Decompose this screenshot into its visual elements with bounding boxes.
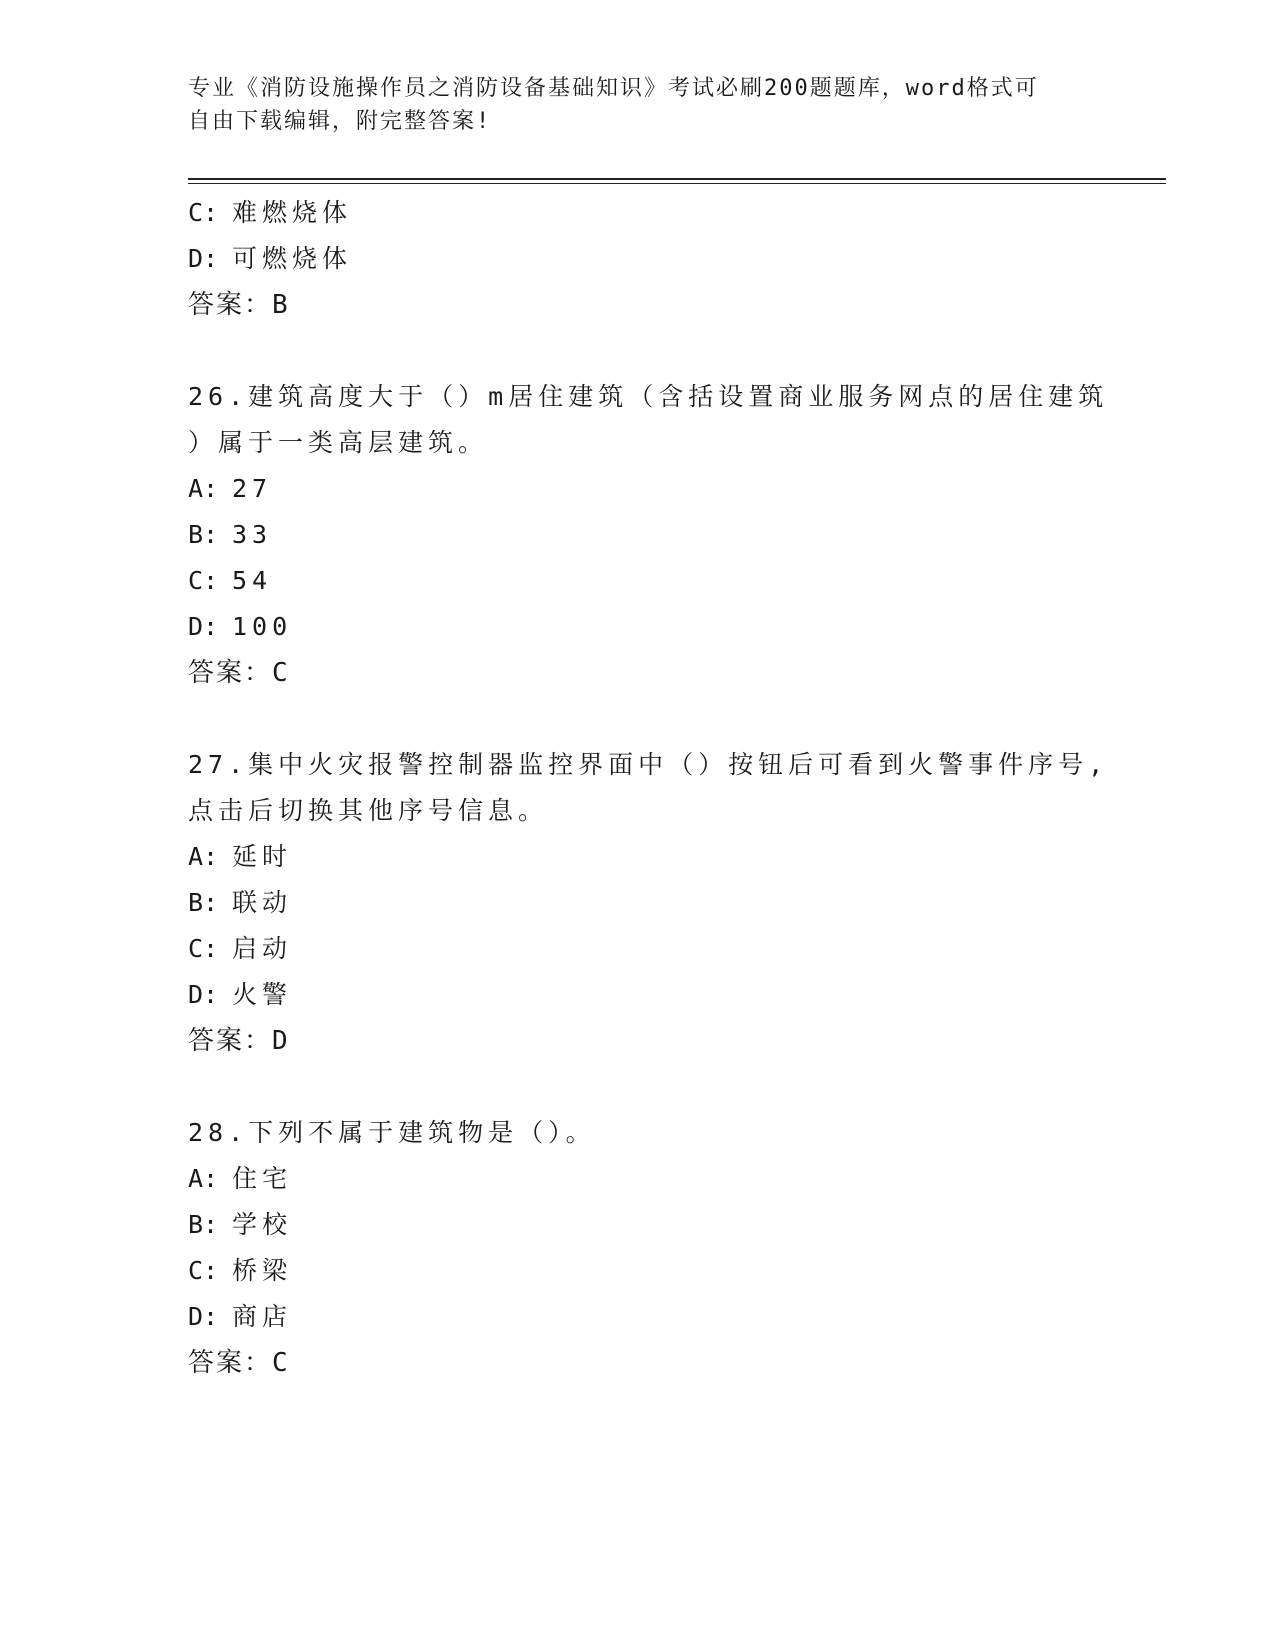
option-label: B:	[188, 1210, 219, 1239]
question-stem-line: 点击后切换其他序号信息。	[188, 796, 549, 825]
option-text: 联动	[232, 888, 293, 917]
question-stem-line: 26.建筑高度大于（）m居住建筑（含括设置商业服务网点的居住建筑	[188, 382, 1109, 411]
question-block-27	[188, 742, 1109, 1064]
option-label: C:	[188, 566, 219, 595]
header-title-line-1: 专业《消防设施操作员之消防设备基础知识》考试必刷200题题库，word格式可	[188, 76, 1039, 101]
option-text: 54	[232, 566, 273, 595]
answer-line: 答案：C	[188, 658, 290, 688]
option-c	[188, 1248, 1088, 1294]
option-text: 商店	[232, 1302, 293, 1331]
question-stem-line: ）属于一类高层建筑。	[188, 428, 489, 457]
question-list	[188, 190, 1109, 1386]
option-label: A:	[188, 1164, 219, 1193]
answer-line: 答案：B	[188, 290, 290, 320]
answer-line: 答案：C	[188, 1348, 290, 1378]
option-c	[188, 926, 1088, 972]
option-text: 27	[232, 474, 273, 503]
option-text: 100	[232, 612, 293, 641]
question-block-26	[188, 374, 1109, 696]
option-text: 学校	[232, 1210, 293, 1239]
option-d	[188, 1294, 1088, 1340]
option-label: D:	[188, 1302, 219, 1331]
option-text: 火警	[232, 980, 293, 1009]
option-b	[188, 880, 1088, 926]
option-label: D:	[188, 980, 219, 1009]
header-divider-thin	[188, 183, 1166, 184]
document-header	[188, 72, 1068, 138]
option-label: B:	[188, 520, 219, 549]
option-label: C:	[188, 934, 219, 963]
option-d	[188, 972, 1088, 1018]
option-label: C:	[188, 198, 219, 227]
option-text: 延时	[232, 842, 293, 871]
option-text: 住宅	[232, 1164, 293, 1193]
option-c	[188, 190, 1088, 236]
option-d	[188, 604, 1088, 650]
option-label: B:	[188, 888, 219, 917]
option-a	[188, 466, 1088, 512]
option-b	[188, 1202, 1088, 1248]
option-label: D:	[188, 244, 219, 273]
header-divider	[188, 178, 1166, 180]
header-title-line-2: 自由下载编辑，附完整答案!	[188, 109, 492, 134]
question-stem-line: 27.集中火灾报警控制器监控界面中（）按钮后可看到火警事件序号,	[188, 750, 1109, 779]
option-label: A:	[188, 842, 219, 871]
option-text: 难燃烧体	[232, 198, 353, 227]
option-c	[188, 558, 1088, 604]
question-stem-line: 28.下列不属于建筑物是（）。	[188, 1118, 596, 1147]
option-b	[188, 512, 1088, 558]
option-a	[188, 1156, 1088, 1202]
option-label: A:	[188, 474, 219, 503]
option-label: D:	[188, 612, 219, 641]
option-d	[188, 236, 1088, 282]
option-text: 桥梁	[232, 1256, 293, 1285]
option-text: 可燃烧体	[232, 244, 353, 273]
option-label: C:	[188, 1256, 219, 1285]
question-block-28	[188, 1110, 1088, 1386]
option-a	[188, 834, 1088, 880]
answer-line: 答案：D	[188, 1026, 290, 1056]
option-text: 启动	[232, 934, 293, 963]
question-block-25	[188, 190, 1088, 328]
option-text: 33	[232, 520, 273, 549]
